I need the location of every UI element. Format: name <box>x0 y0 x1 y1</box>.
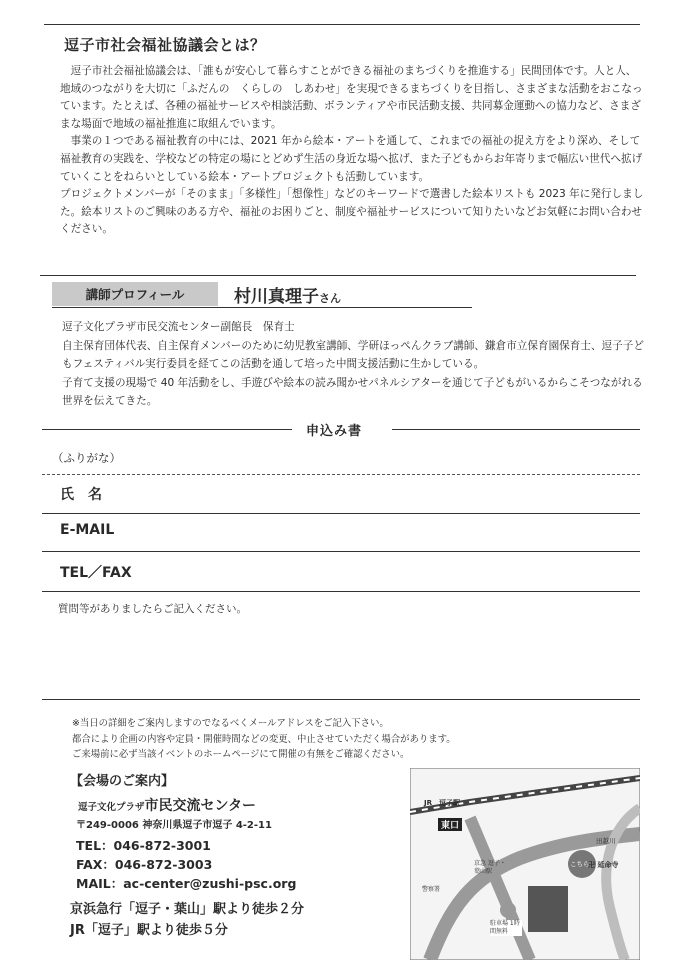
note-line-3: ご来場前に必ず当該イベントのホームページにて開催の有無をご確認ください。 <box>72 749 410 760</box>
questions-label: 質問等がありましたらご記入ください。 <box>58 603 247 615</box>
notes-block <box>72 716 572 763</box>
top-rule <box>44 24 640 25</box>
email-field-line[interactable] <box>42 551 640 552</box>
map-temple: 卍 延命寺 <box>588 861 619 869</box>
venue-contact <box>76 836 296 893</box>
email-label: E-MAIL <box>60 522 115 538</box>
about-paragraph-2: 事業の１つである福祉教育の中には、2021 年から絵本・アートを通して、これまでの福祉の捉え方をより深め、そして福祉教育の実践を、学校などの特定の場にとどめず生活の身近な場へ拡げ、また子どもからお年寄りまで幅広い世代へ拡げていくことをねらいとしている絵本・アートプロジェクトも活動しています。 <box>60 135 643 183</box>
venue-heading: 【会場のご案内】 <box>70 774 175 789</box>
about-paragraph-3: プロジェクトメンバーが「そのまま」「多様性」「想像性」などのキーワードで選書した絵本リストも 2023 年に発行しました。絵本リストのご興味のある方や、福祉のお困りごと、制度や福祉サービスについて知りたいなどお気軽にお問い合わせください。 <box>60 188 644 236</box>
lecturer-honorific: さん <box>319 292 341 305</box>
venue-mail: MAIL：ac-center@zushi-psc.org <box>76 876 297 891</box>
form-title-rule-right <box>392 429 640 430</box>
venue-tel: TEL：046-872-3001 <box>76 838 211 853</box>
map-parking: 駐車場 1時間無料 <box>490 920 522 936</box>
map-keikyu-station: 京急 逗子・葉山駅 <box>474 860 506 875</box>
map-here-label: こちら <box>570 860 590 868</box>
profile-line-3: 子育て支援の現場で 40 年活動をし、手遊びや絵本の読み聞かせパネルシアターを通じて子どもがいるからこそつながれる世界を伝えてきた。 <box>62 376 643 407</box>
map-jr-label: JR 逗子駅 <box>424 799 460 807</box>
map-police: 警察署 <box>422 886 441 893</box>
questions-area[interactable] <box>42 616 640 698</box>
profile-top-rule <box>40 275 636 276</box>
venue-access <box>70 899 304 941</box>
form-title-rule-left <box>42 429 292 430</box>
venue-fax: FAX：046-872-3003 <box>76 857 213 872</box>
name-field-line[interactable] <box>42 513 640 514</box>
profile-body <box>62 318 646 411</box>
about-paragraph-1: 逗子市社会福祉協議会は、「誰もが安心して暮らすことができる福祉のまちづくりを推進する」民間団体です。人と人、地域のつながりを大切に「ふだんの くらしの しあわせ」を実現できるまちづくりを目指し、さまざまな活動をおこなっています。たとえば、各種の福祉サービスや相談活動、ボランティアや市民活動支援、共同募金運動への協力など、さまざまな場面で地域の福祉推進に取組んでいます。 <box>60 65 643 130</box>
about-body <box>60 63 646 239</box>
telfax-label: TEL／FAX <box>60 565 132 581</box>
venue-address: 〒249-0006 神奈川県逗子市逗子 4-2-11 <box>76 820 272 831</box>
venue-map <box>410 768 640 960</box>
lecturer-name: 村川真理子 <box>234 287 319 307</box>
about-title: 逗子市社会福祉協議会とは？ <box>64 36 266 54</box>
telfax-field-line[interactable] <box>42 591 640 592</box>
note-line-1: ※当日の詳細をご案内しますのでなるべくメールアドレスをご記入下さい。 <box>72 718 389 729</box>
map-river: 田越川 <box>596 837 616 845</box>
furigana-line[interactable] <box>42 474 640 475</box>
lecturer-name-block <box>234 282 341 307</box>
questions-bottom-line <box>42 699 640 700</box>
venue-name: 市民交流センター <box>144 798 256 814</box>
name-label: 氏 名 <box>60 487 102 503</box>
note-line-2: 都合により企画の内容や定員・開催時間などの変更、中止させていただく場合があります。 <box>72 733 456 745</box>
profile-line-2: 自主保育団体代表、自主保育メンバーのために幼児教室講師、学研ほっぺんクラブ講師、鎌倉市立保育園保育士、逗子子どもフェスティバル実行委員を経てこの活動を通して培った中間支援活動に生かしている。 <box>62 339 644 370</box>
furigana-label: （ふりがな） <box>52 451 121 465</box>
form-title: 申込み書 <box>306 424 363 439</box>
venue-name-prefix: 逗子文化プラザ <box>78 802 145 813</box>
map-east-exit: 東口 <box>438 818 462 831</box>
profile-line-1: 逗子文化プラザ市民交流センター副館長 保育士 <box>62 321 295 333</box>
access-keikyu: 京浜急行「逗子・葉山」駅より徒歩２分 <box>70 902 305 917</box>
access-jr: JR「逗子」駅より徒歩５分 <box>70 923 228 938</box>
profile-badge: 講師プロフィール <box>52 282 218 306</box>
venue-name-block <box>78 795 256 815</box>
profile-underline <box>52 307 472 308</box>
